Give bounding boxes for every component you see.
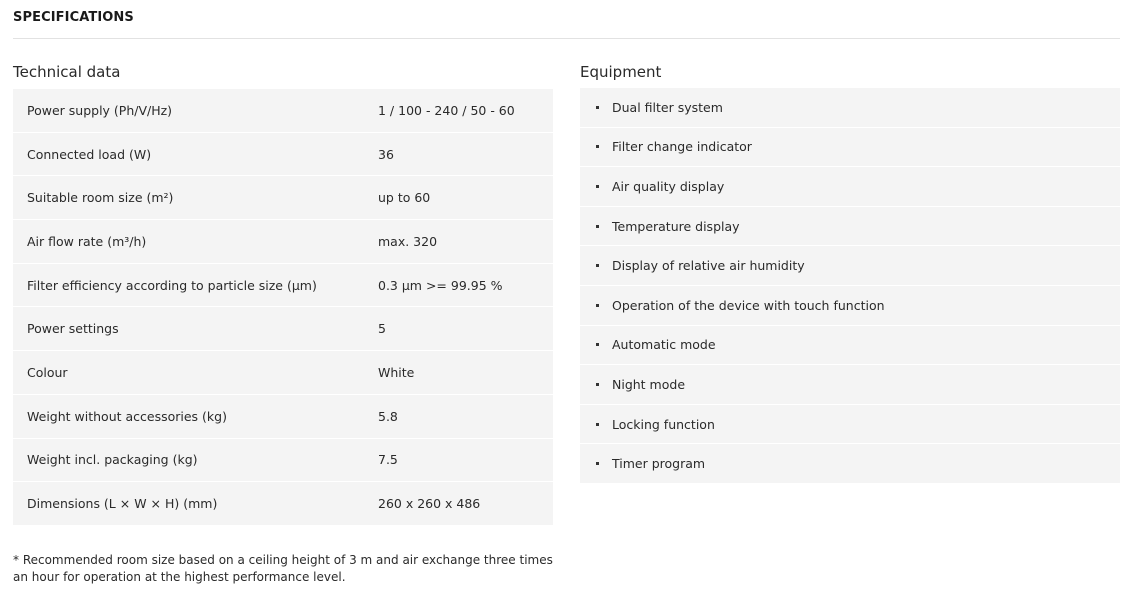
table-row — [13, 439, 553, 483]
bullet-icon — [596, 383, 599, 386]
row-value: 0.3 µm >= 99.95 % — [378, 277, 503, 293]
row-label: Air flow rate (m³/h) — [27, 233, 147, 249]
list-item — [580, 444, 1120, 484]
row-label: Colour — [27, 364, 68, 380]
list-item — [580, 246, 1120, 286]
bullet-icon — [596, 145, 599, 148]
list-item-label: Locking function — [612, 416, 715, 432]
row-value: max. 320 — [378, 233, 438, 249]
row-value: up to 60 — [378, 190, 431, 206]
list-item-label: Air quality display — [612, 178, 725, 194]
table-row — [13, 220, 553, 264]
list-item-label: Operation of the device with touch function — [612, 297, 885, 313]
bullet-icon — [596, 264, 599, 267]
row-label: Weight without accessories (kg) — [27, 408, 227, 424]
list-item — [580, 128, 1120, 168]
list-item-label: Temperature display — [612, 218, 740, 234]
list-item — [580, 365, 1120, 405]
row-value: 1 / 100 - 240 / 50 - 60 — [378, 102, 515, 118]
row-value: 260 x 260 x 486 — [378, 496, 481, 512]
list-item — [580, 326, 1120, 366]
row-value: 36 — [378, 146, 394, 162]
bullet-icon — [596, 225, 599, 228]
technical-data-table — [13, 89, 553, 526]
row-value: 7.5 — [378, 452, 398, 468]
equipment-title: Equipment — [580, 63, 662, 81]
divider — [13, 38, 1120, 39]
list-item-label: Display of relative air humidity — [612, 258, 805, 274]
table-row — [13, 176, 553, 220]
row-label: Connected load (W) — [27, 146, 152, 162]
bullet-icon — [596, 304, 599, 307]
table-row — [13, 307, 553, 351]
row-value: 5.8 — [378, 408, 398, 424]
list-item — [580, 405, 1120, 445]
equipment-list — [580, 88, 1120, 484]
section-title: SPECIFICATIONS — [13, 10, 134, 25]
bullet-icon — [596, 423, 599, 426]
list-item-label: Dual filter system — [612, 99, 723, 115]
table-row — [13, 264, 553, 308]
row-value: 5 — [378, 321, 386, 337]
row-label: Power settings — [27, 321, 119, 337]
bullet-icon — [596, 185, 599, 188]
table-row — [13, 133, 553, 177]
row-label: Weight incl. packaging (kg) — [27, 452, 198, 468]
list-item-label: Night mode — [612, 376, 686, 392]
list-item — [580, 167, 1120, 207]
row-label: Suitable room size (m²) — [27, 190, 174, 206]
row-value: White — [378, 364, 415, 380]
list-item — [580, 207, 1120, 247]
table-row — [13, 351, 553, 395]
bullet-icon — [596, 462, 599, 465]
footnote: * Recommended room size based on a ceiling height of 3 m and air exchange three times an hour for operation at the highest performance level. — [13, 553, 553, 584]
list-item — [580, 286, 1120, 326]
list-item-label: Automatic mode — [612, 337, 716, 353]
row-label: Filter efficiency according to particle size (µm) — [27, 277, 317, 293]
bullet-icon — [596, 106, 599, 109]
list-item-label: Timer program — [612, 456, 706, 472]
bullet-icon — [596, 343, 599, 346]
table-row — [13, 395, 553, 439]
row-label: Dimensions (L × W × H) (mm) — [27, 496, 218, 512]
list-item — [580, 88, 1120, 128]
table-row — [13, 482, 553, 526]
technical-data-title: Technical data — [13, 63, 121, 81]
list-item-label: Filter change indicator — [612, 139, 752, 155]
table-row — [13, 89, 553, 133]
row-label: Power supply (Ph/V/Hz) — [27, 102, 173, 118]
